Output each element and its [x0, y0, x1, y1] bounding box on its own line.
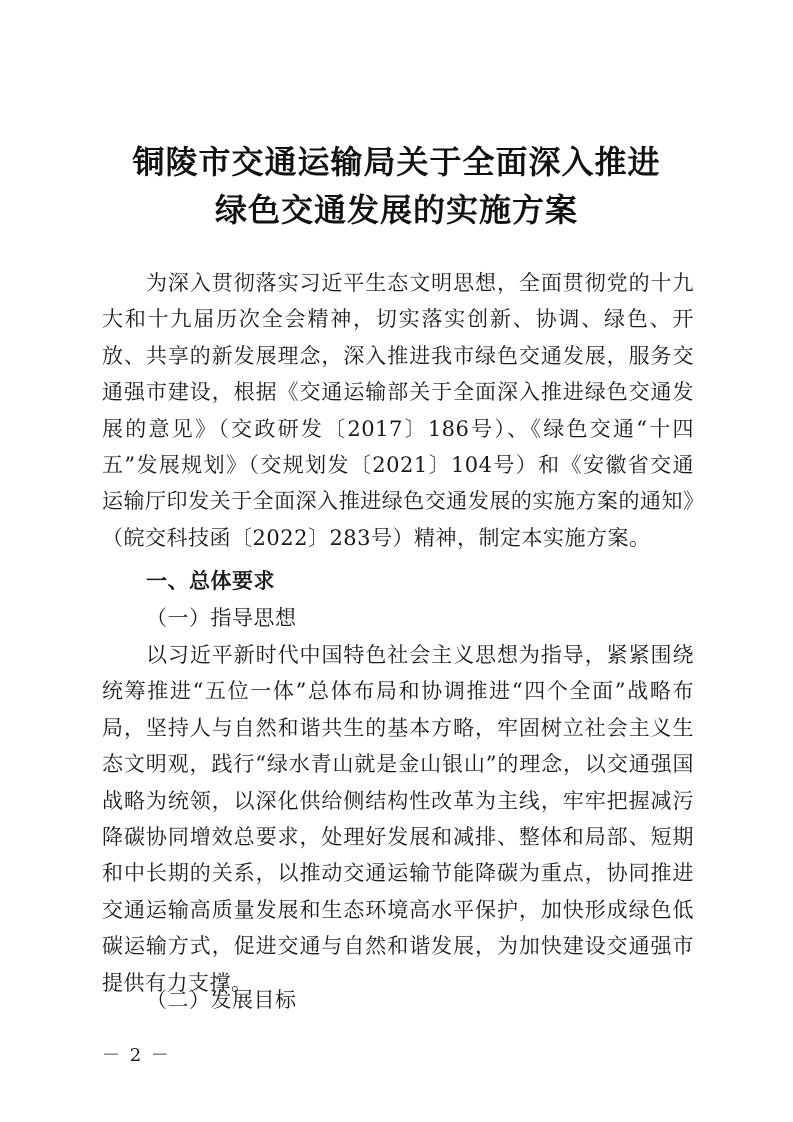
intro-paragraph: 为深入贯彻落实习近平生态文明思想，全面贯彻党的十九大和十九届历次全会精神，切实落实创新、协调、绿色、开放、共享的新发展理念，深入推进我市绿色交通发展，服务交通强市建设，根据《交通运输部关于全面深入推进绿色交通发展的意见》（交政研发〔2017〕186号）、《绿色交通“十四五”发展规划》（交规划发〔2021〕104号）和《安徽省交通运输厅印发关于全面深入推进绿色交通发展的实施方案的通知》（皖交科技函〔2022〕283号）精神，制定本实施方案。 [102, 271, 694, 550]
document-title-line-1: 铜陵市交通运输局关于全面深入推进 [132, 143, 661, 181]
guiding-ideology-paragraph: 以习近平新时代中国特色社会主义思想为指导，紧紧围绕统筹推进“五位一体”总体布局和协调推进“四个全面”战略布局，坚持人与自然和谐共生的基本方略，牢固树立社会主义生态文明观，践行“绿水青山就是金山银山”的理念，以交通强国战略为统领，以深化供给侧结构性改革为主线，牢牢把握减污降碳协同增效总要求，处理好发展和减排、整体和局部、短期和中长期的关系，以推动交通运输节能降碳为重点，协同推进交通运输高质量发展和生态环境高水平保护，加快形成绿色低碳运输方式，促进交通与自然和谐发展，为加快建设交通强市提供有力支撑。 [102, 643, 694, 995]
section-heading-general-requirements: 一、总体要求 [146, 569, 275, 593]
subsection-heading-development-goals: （二）发展目标 [146, 988, 297, 1012]
document-title-line-2: 绿色交通发展的实施方案 [214, 191, 578, 229]
page-number: － 2 － [102, 1045, 171, 1066]
subsection-heading-guiding-ideology: （一）指导思想 [146, 606, 297, 630]
